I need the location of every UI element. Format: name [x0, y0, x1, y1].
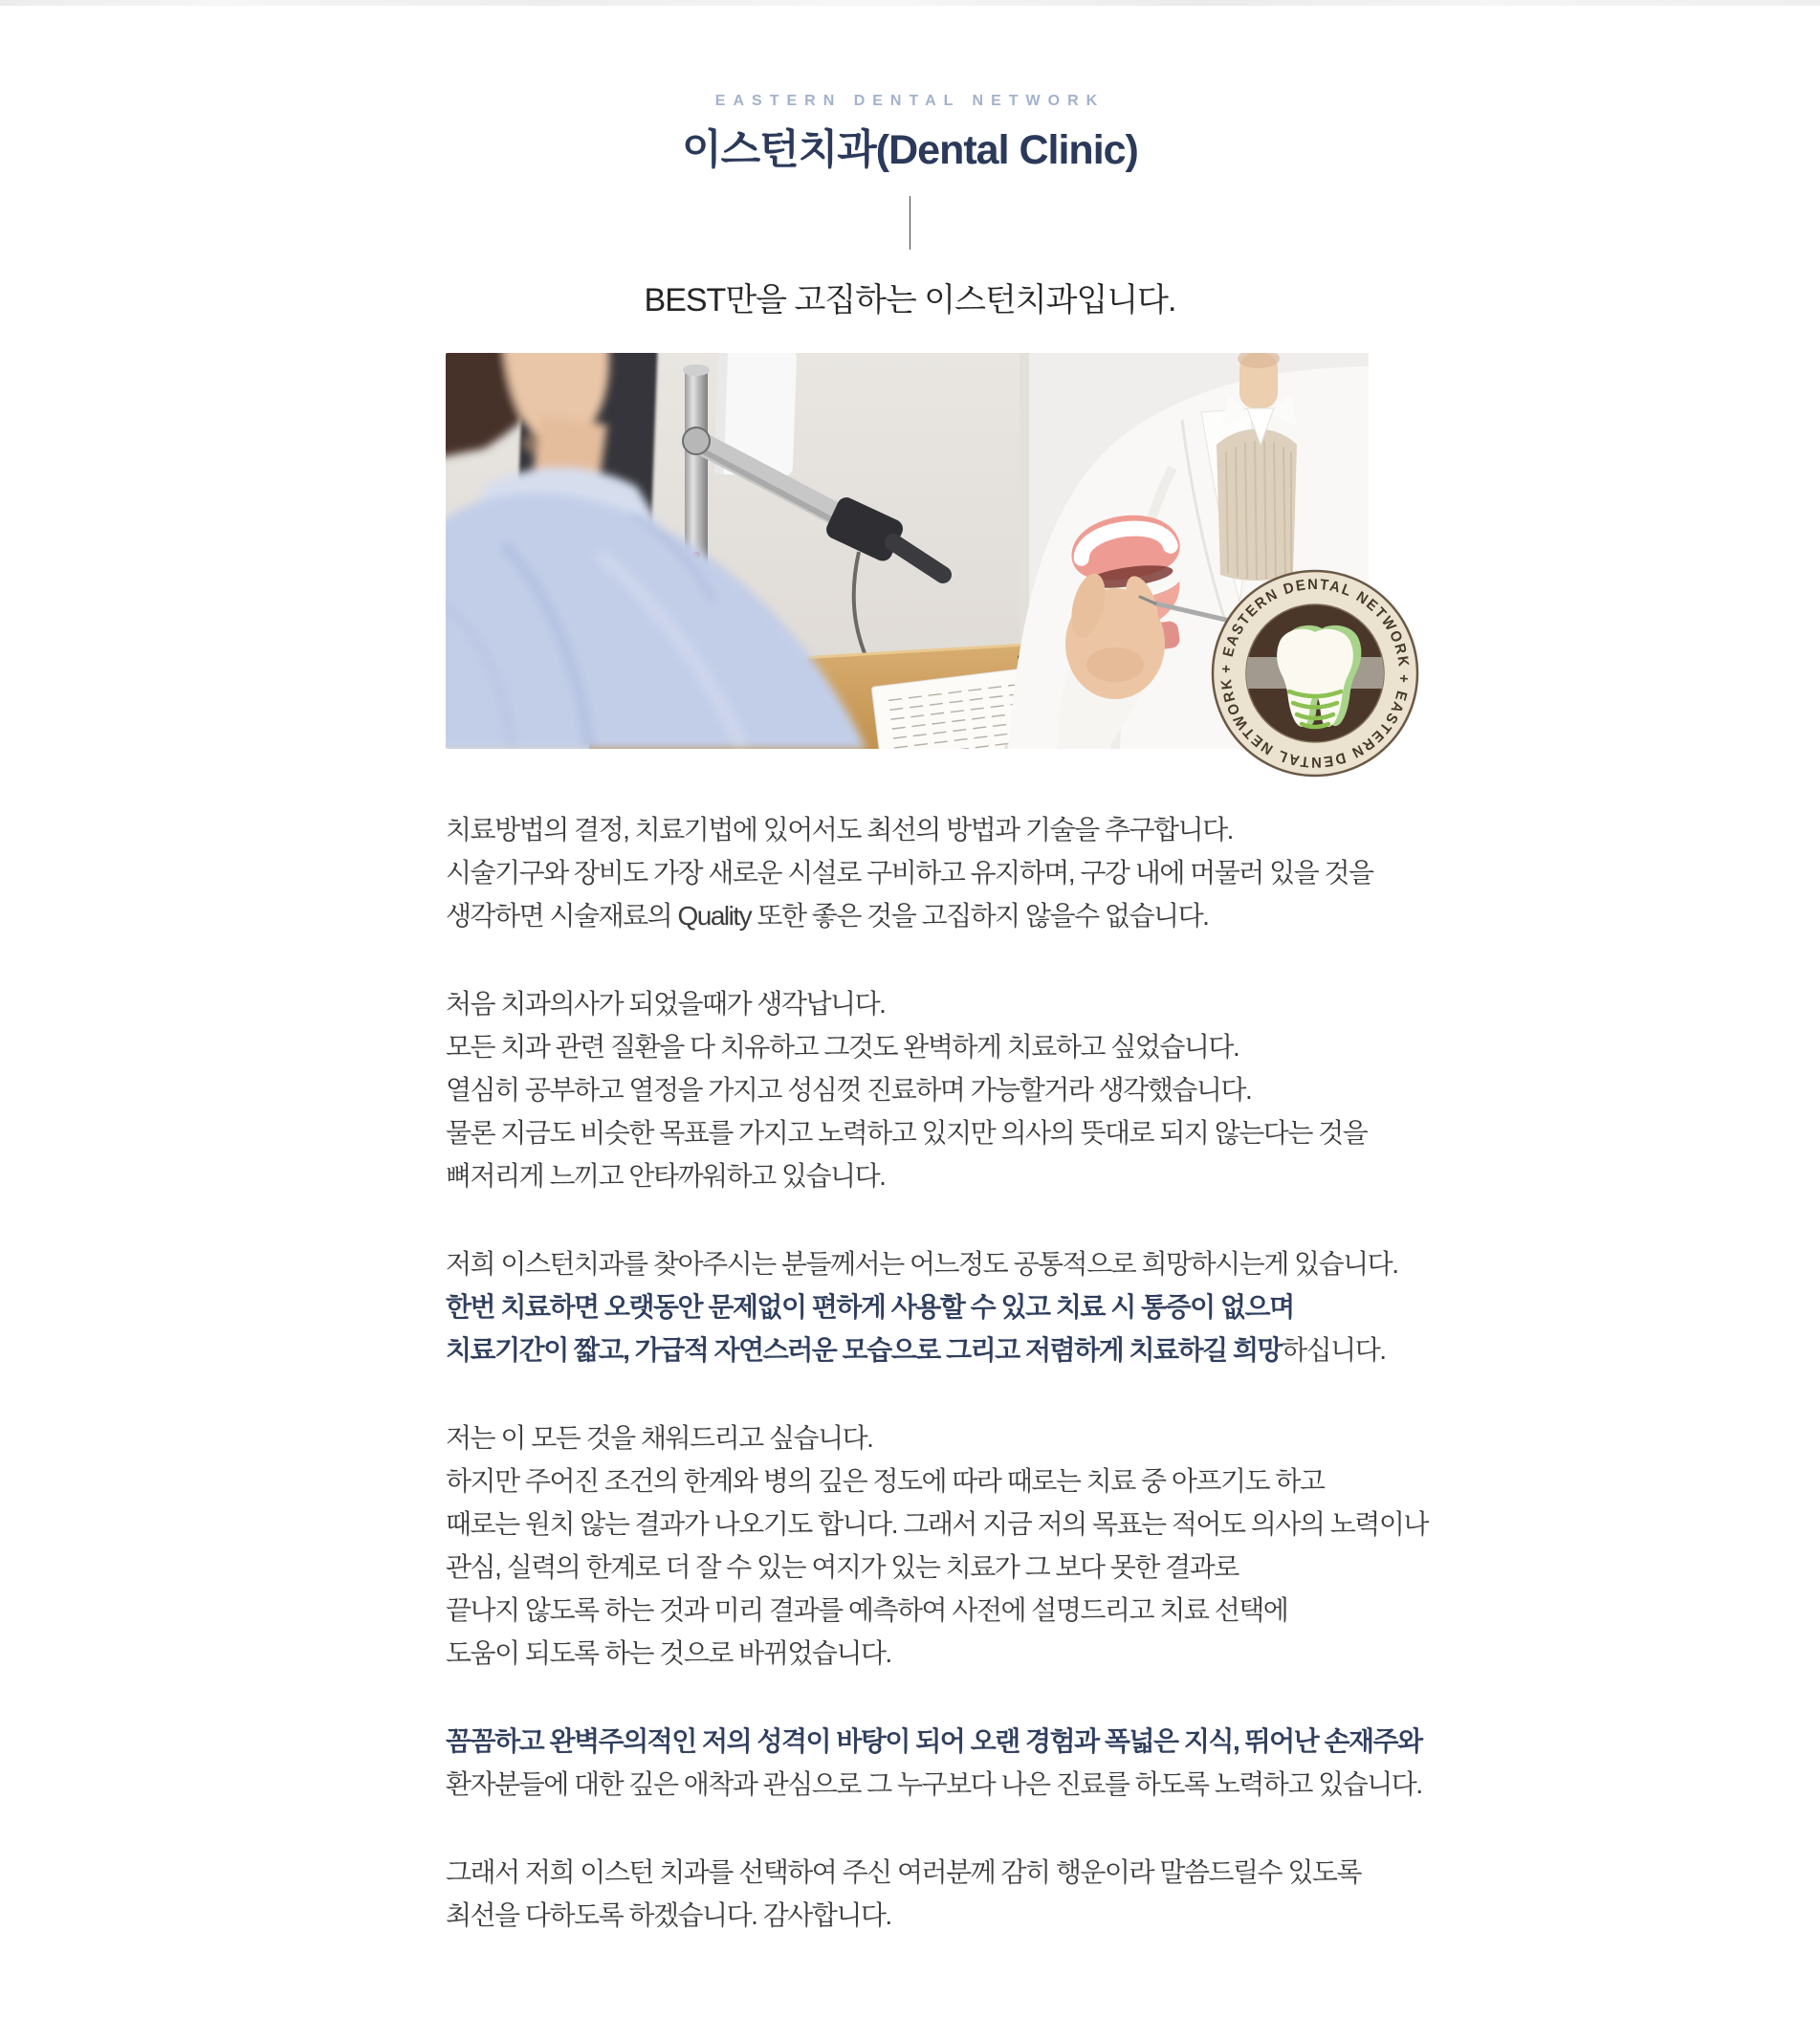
- text-segment: 생각하면 시술재료의 Quality 또한 좋은 것을 고집하지 않을수 없습니다.: [446, 901, 1209, 931]
- badge-ring-text: + EASTERN DENTAL NETWORK + EASTERN DENTAL NETWORK: [1217, 576, 1413, 771]
- text-segment: 모든 치과 관련 질환을 다 치유하고 그것도 완벽하게 치료하고 싶었습니다.: [446, 1032, 1239, 1062]
- text-segment: 치료방법의 결정, 치료기법에 있어서도 최선의 방법과 기술을 추구합니다.: [446, 815, 1233, 845]
- page-header: [0, 0, 1820, 320]
- text-segment: 끝나지 않도록 하는 것과 미리 결과를 예측하여 사전에 설명드리고 치료 선택에: [446, 1595, 1288, 1625]
- paragraph: [446, 982, 1546, 1197]
- text-segment: 열심히 공부하고 열정을 가지고 성심껏 진료하며 가능할거라 생각했습니다.: [446, 1075, 1252, 1105]
- top-edge-artifact: [0, 0, 1820, 6]
- text-segment: 처음 치과의사가 되었을때가 생각납니다.: [446, 989, 886, 1019]
- text-segment: 저희 이스턴치과를 찾아주시는 분들께서는 어느정도 공통적으로 희망하시는게 있습니다.: [446, 1249, 1398, 1279]
- text-segment: 환자분들에 대한 깊은 애착과 관심으로 그 누구보다 나은 진료를 하도록 노력하고 있습니다.: [446, 1769, 1422, 1799]
- text-segment: 시술기구와 장비도 가장 새로운 시설로 구비하고 유지하며, 구강 내에 머물러 있을 것을: [446, 858, 1373, 888]
- paragraph: [446, 1720, 1546, 1806]
- text-segment: 그래서 저희 이스턴 치과를 선택하여 주신 여러분께 감히 행운이라 말씀드릴수 있도록: [446, 1857, 1361, 1887]
- text-segment: 뼈저리게 느끼고 안타까워하고 있습니다.: [446, 1161, 886, 1191]
- brand-caption: EASTERN DENTAL NETWORK: [714, 93, 1106, 109]
- dental-network-badge: [1211, 569, 1419, 778]
- text-segment: 저는 이 모든 것을 채워드리고 싶습니다.: [446, 1423, 873, 1453]
- text-segment: 최선을 다하도록 하겠습니다. 감사합니다.: [446, 1900, 891, 1930]
- clinic-photo-block: [446, 353, 1413, 771]
- paragraph: [446, 808, 1546, 937]
- text-segment: 관심, 실력의 한계로 더 잘 수 있는 여지가 있는 치료가 그 보다 못한 결과로: [446, 1552, 1239, 1582]
- emphasis-text: 치료기간이 짧고, 가급적 자연스러운 모습으로 그리고 저렴하게 치료하길 희망: [446, 1335, 1283, 1365]
- emphasis-text: 꼼꼼하고 완벽주의적인 저의 성격이 바탕이 되어 오랜 경험과 폭넓은 지식, 뛰어난 손재주와: [446, 1726, 1422, 1756]
- paragraph: [446, 1416, 1546, 1675]
- emphasis-text: 한번 치료하면 오랫동안 문제없이 편하게 사용할 수 있고 치료 시 통증이 없으며: [446, 1292, 1294, 1322]
- paragraph: [446, 1851, 1546, 1937]
- text-segment: 하지만 주어진 조건의 한계와 병의 깊은 정도에 따라 때로는 치료 중 아프기도 하고: [446, 1466, 1325, 1496]
- body-paragraphs: [446, 808, 1546, 1937]
- text-segment: 도움이 되도록 하는 것으로 바뀌었습니다.: [446, 1638, 891, 1668]
- text-segment: 물론 지금도 비슷한 목표를 가지고 노력하고 있지만 의사의 뜻대로 되지 않는다는 것을: [446, 1118, 1368, 1148]
- page-title: 이스턴치과(Dental Clinic): [682, 127, 1138, 173]
- text-segment: 때로는 원치 않는 결과가 나오기도 합니다. 그래서 지금 저의 목표는 적어도 의사의 노력이나: [446, 1509, 1428, 1539]
- page-subtitle: BEST만을 고집하는 이스턴치과입니다.: [644, 282, 1176, 318]
- text-segment: 하십니다.: [1282, 1335, 1386, 1365]
- paragraph: [446, 1242, 1546, 1371]
